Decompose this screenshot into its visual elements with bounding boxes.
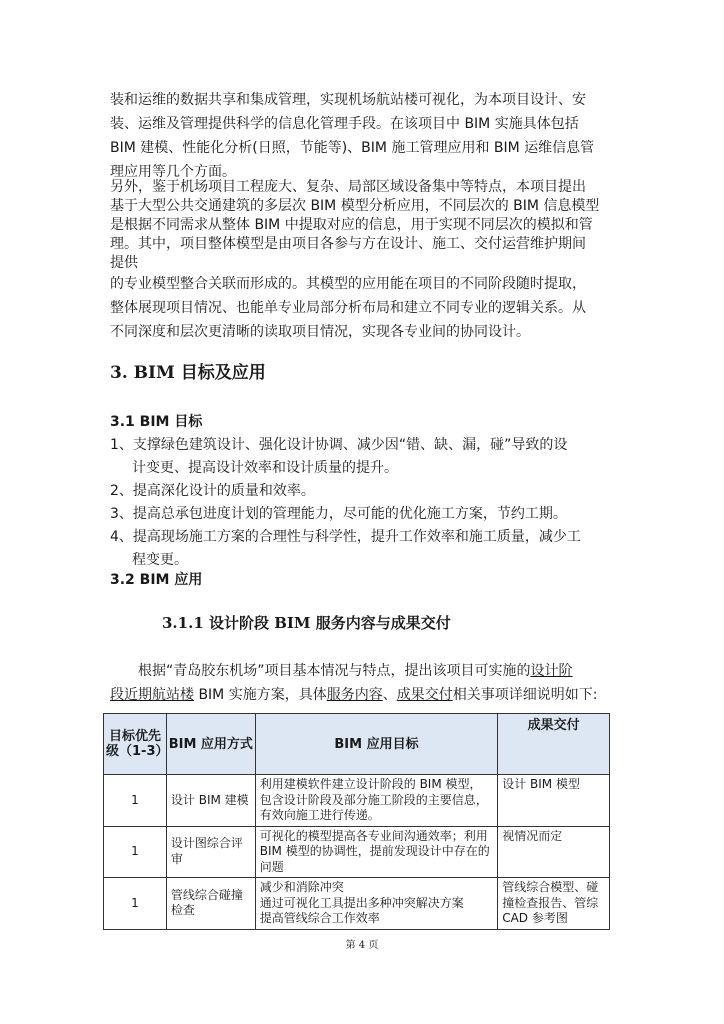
header-method: BIM 应用方式 — [166, 714, 255, 775]
text-line — [110, 659, 620, 683]
body-text: 、 — [382, 687, 397, 703]
goal-line: 通过可视化工具提出多种冲突解决方案 — [259, 895, 464, 910]
text-line: 另外，鉴于机场项目工程庞大、复杂、局部区域设备集中等特点，本项目提出 — [110, 179, 586, 195]
cell-deliverable: 视情况而定 — [498, 826, 610, 878]
body-text: 相关事项详细说明如下: — [452, 687, 598, 703]
body-paragraph — [110, 659, 620, 707]
cell-deliverable: 管线综合模型、碰撞检查报告、管综 CAD 参考图 — [498, 878, 610, 930]
body-text: BIM 实施方案，具体 — [194, 687, 327, 703]
bim-layers-paragraph — [110, 178, 616, 273]
table-row — [104, 826, 610, 878]
underlined-text: 成果交付 — [396, 687, 453, 703]
list-item-text: 4、提高现场施工方案的合理性与科学性，提升工作效率和施工质量，减少工 — [110, 529, 581, 545]
text-line: BIM 建模、性能化分析(日照，节能等)、BIM 施工管理应用和 BIM 运维信息管 — [110, 140, 595, 156]
list-item-text: 3、提高总承包进度计划的管理能力，尽可能的优化施工方案，节约工期。 — [110, 506, 567, 522]
goal-line: 减少和消除冲突 — [259, 880, 344, 894]
page-number: 第 4 页 — [345, 940, 379, 951]
text-line: 装、运维及管理提供科学的信息化管理手段。在该项目中 BIM 实施具体包括 — [110, 116, 579, 132]
header-goal: BIM 应用目标 — [255, 714, 497, 775]
list-item-text: 2、提高深化设计的质量和效率。 — [110, 483, 315, 499]
cell-method: 设计图综合评审 — [166, 826, 255, 878]
header-deliverable: 成果交付 — [498, 714, 610, 775]
text-line: 理。其中，项目整体模型是由项目各参与方在设计、施工、交付运营维护期间 — [110, 236, 586, 252]
list-item — [110, 526, 620, 572]
table-header-row — [104, 714, 610, 775]
cell-goal: 利用建模软件建立设计阶段的 BIM 模型，包含设计阶段及部分施工阶段的主要信息，有效向施工进行传递。 — [255, 775, 497, 827]
section-3-2-heading: 3.2 BIM 应用 — [110, 572, 203, 588]
text-line: 的专业模型整合关联而形成的。其模型的应用能在项目的不同阶段随时提取， — [110, 276, 586, 292]
cell-priority: 1 — [104, 878, 167, 930]
text-line: 理应用等几个方面。 — [110, 164, 236, 180]
underlined-text: 服务内容 — [326, 687, 383, 703]
text-line: 装和运维的数据共享和集成管理，实现机场航站楼可视化，为本项目设计、安 — [110, 92, 586, 108]
table-row — [104, 878, 610, 930]
cell-priority: 1 — [104, 775, 167, 827]
list-item-text: 1、支撑绿色建筑设计、强化设计协调、减少因“错、缺、漏，碰”导致的设 — [110, 437, 568, 453]
text-line: 提供 — [110, 255, 138, 271]
list-item-continuation: 计变更、提高设计效率和设计质量的提升。 — [132, 460, 398, 476]
cell-method: 设计 BIM 建模 — [166, 775, 255, 827]
cell-priority: 1 — [104, 826, 167, 878]
text-line: 基于大型公共交通建筑的多层次 BIM 模型分析应用，不同层次的 BIM 信息模型 — [110, 198, 600, 214]
table-row — [104, 775, 610, 827]
section-3-heading: 3. BIM 目标及应用 — [110, 363, 266, 383]
list-item-continuation: 程变更。 — [132, 552, 188, 568]
body-text: 根据“青岛胶东机场”项目基本情况与特点，提出该项目可实施的 — [138, 663, 531, 679]
section-3-1-1-heading: 3.1.1 设计阶段 BIM 服务内容与成果交付 — [162, 614, 451, 632]
underlined-text: 设计阶 — [530, 663, 573, 679]
cell-method: 管线综合碰撞检查 — [166, 878, 255, 930]
intro-paragraph — [110, 88, 616, 184]
goal-line: 提高管线综合工作效率 — [259, 911, 380, 925]
header-priority: 目标优先级（1-3） — [104, 714, 167, 775]
list-item — [110, 434, 620, 480]
underlined-text: 段近期航站楼 — [110, 687, 194, 703]
section-3-1-heading: 3.1 BIM 目标 — [110, 414, 203, 430]
cell-deliverable: 设计 BIM 模型 — [498, 775, 610, 827]
text-line: 不同深度和层次更清晰的读取项目情况，实现各专业间的协同设计。 — [110, 324, 530, 340]
bim-layers-paragraph-continued — [110, 272, 616, 344]
text-line — [110, 683, 620, 707]
bim-application-table — [103, 713, 610, 930]
goals-list — [110, 434, 620, 572]
text-line: 是根据不同需求从整体 BIM 中提取对应的信息，用于实现不同层次的模拟和管 — [110, 217, 593, 233]
cell-goal — [255, 878, 497, 930]
list-item — [110, 503, 620, 526]
list-item — [110, 480, 620, 503]
cell-goal: 可视化的模型提高各专业间沟通效率；利用 BIM 模型的协调性，提前发现设计中存在的问题 — [255, 826, 497, 878]
text-line: 整体展现项目情况、也能单专业局部分析布局和建立不同专业的逻辑关系。从 — [110, 300, 586, 316]
